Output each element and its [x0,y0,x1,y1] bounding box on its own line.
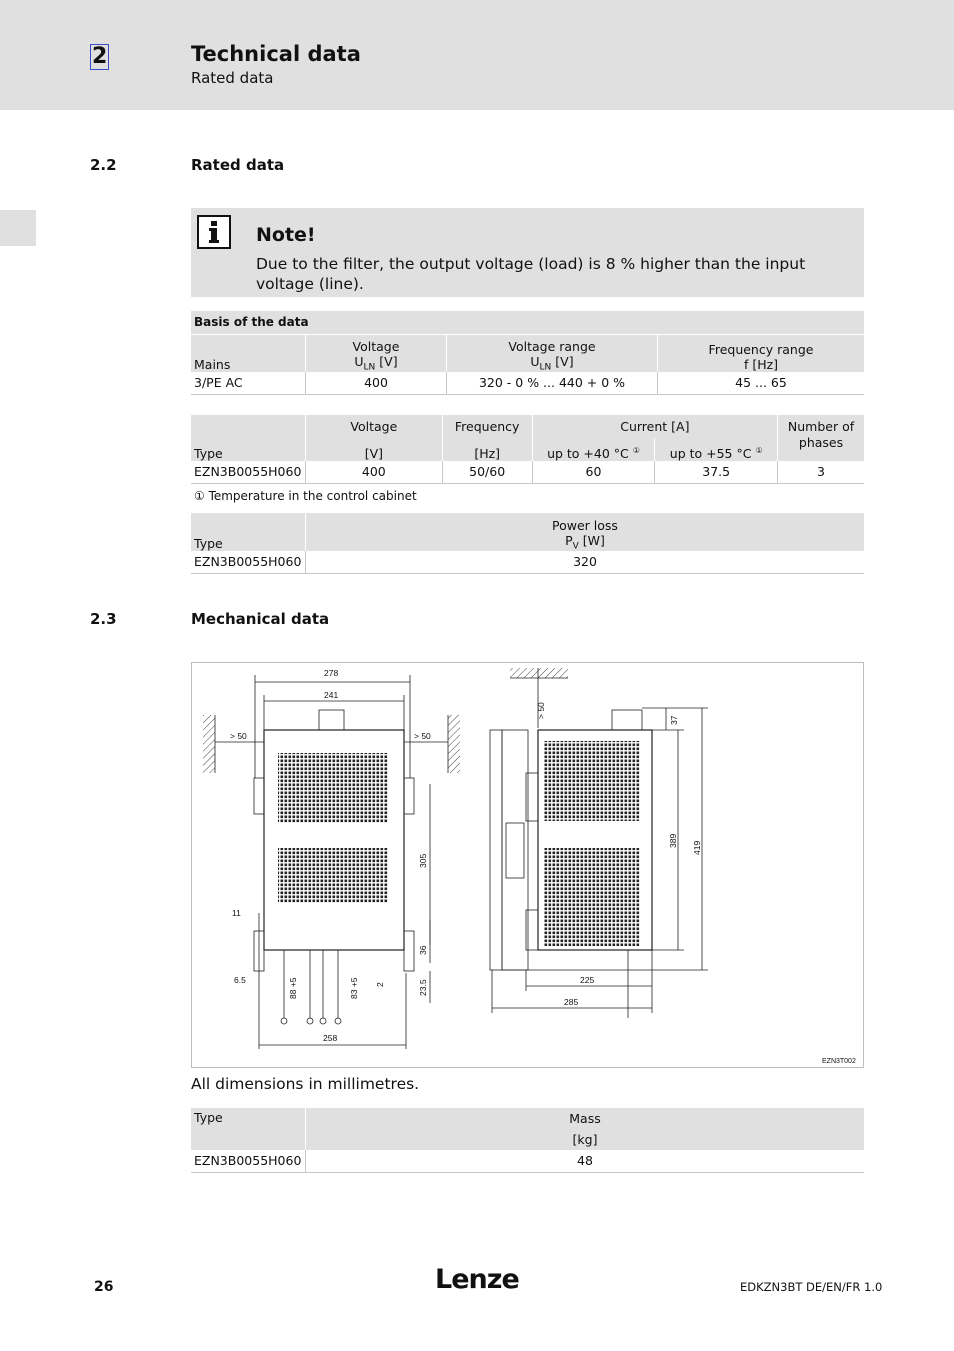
section-title: Rated data [191,156,285,174]
svg-text:225: 225 [580,975,595,985]
section-title: Mechanical data [191,610,330,628]
col-power-loss: Power loss $P_V$ [W] [306,513,865,551]
svg-text:278: 278 [324,668,339,678]
note-text: Due to the filter, the output voltage (load) is 8 % higher than the input voltage (line). [256,255,806,293]
cell-voltage-range: 320 - 0 % ... 440 + 0 % [447,372,658,394]
dimension-caption: All dimensions in millimetres. [191,1075,420,1093]
svg-text:> 50: > 50 [230,731,247,741]
info-icon [197,215,231,249]
cell-current-40: 60 [532,461,655,483]
svg-text:EZN3T002: EZN3T002 [822,1058,856,1065]
chapter-subtitle: Rated data [191,69,274,87]
cell-type: EZN3B0055H060 [191,1150,306,1172]
drawing-svg [192,663,863,1067]
col-mass: Mass [306,1108,865,1129]
col-current: Current [A] [532,415,777,438]
dimension-drawing [191,662,864,1068]
col-type: Type [194,536,223,551]
col-voltage-range: Voltage range $U_{LN}$ [V] [447,334,658,372]
cell-mass: 48 [306,1150,865,1172]
svg-text:36: 36 [418,945,428,955]
svg-text:37: 37 [669,715,679,725]
col-phases: Number of phases [778,415,864,461]
cell-frequency-range: 45 ... 65 [658,372,865,394]
section-number: 2.3 [90,610,117,628]
cell-frequency: 50/60 [442,461,532,483]
cell-current-55: 37.5 [655,461,778,483]
cell-power-loss: 320 [306,551,865,573]
mass-table [191,1108,864,1173]
footnote: ① Temperature in the control cabinet [194,489,417,503]
svg-text:23.5: 23.5 [418,979,428,996]
chapter-number[interactable]: 2 [92,44,108,69]
svg-text:6.5: 6.5 [234,975,246,985]
col-current-40: up to +40 °C ① [532,438,655,461]
svg-text:83 +5: 83 +5 [349,977,359,999]
note-title: Note! [256,224,316,246]
cell-voltage: 400 [305,461,442,483]
cell-phases: 3 [778,461,864,483]
col-type: Type [194,1110,223,1125]
ratings-table [191,415,864,484]
basis-table [191,311,864,395]
col-voltage: Voltage $U_{LN}$ [V] [306,334,447,372]
svg-text:241: 241 [324,690,339,700]
cell-voltage: 400 [306,372,447,394]
header-band [0,0,954,110]
svg-text:258: 258 [323,1033,338,1043]
cell-type: EZN3B0055H060 [191,461,305,483]
col-frequency-range: Frequency range f [Hz] [658,334,865,372]
svg-text:> 50: > 50 [414,731,431,741]
col-voltage-unit: [V] [305,438,442,461]
svg-text:305: 305 [418,853,428,868]
col-current-55: up to +55 °C ① [655,438,778,461]
section-number: 2.2 [90,156,117,174]
svg-text:88 +5: 88 +5 [288,977,298,999]
svg-text:419: 419 [692,840,702,855]
power-loss-table [191,513,864,574]
cell-type: EZN3B0055H060 [191,551,306,573]
svg-text:2: 2 [375,982,385,987]
lenze-logo: Lenze [435,1264,519,1295]
svg-text:285: 285 [564,997,579,1007]
svg-text:389: 389 [668,833,678,848]
col-frequency: Frequency [442,415,532,438]
document-code: EDKZN3BT DE/EN/FR 1.0 [740,1280,883,1294]
side-tab-marker [0,210,36,246]
col-mains: Mains [191,334,306,372]
svg-text:11: 11 [232,908,241,918]
cell-mains: 3/PE AC [191,372,306,394]
col-voltage: Voltage [305,415,442,438]
col-type: Type [194,446,223,461]
svg-text:> 50: > 50 [536,702,546,719]
col-mass-unit: [kg] [306,1129,865,1150]
chapter-title: Technical data [191,42,361,66]
col-frequency-unit: [Hz] [442,438,532,461]
basis-caption: Basis of the data [191,311,864,334]
page-number: 26 [94,1279,114,1295]
